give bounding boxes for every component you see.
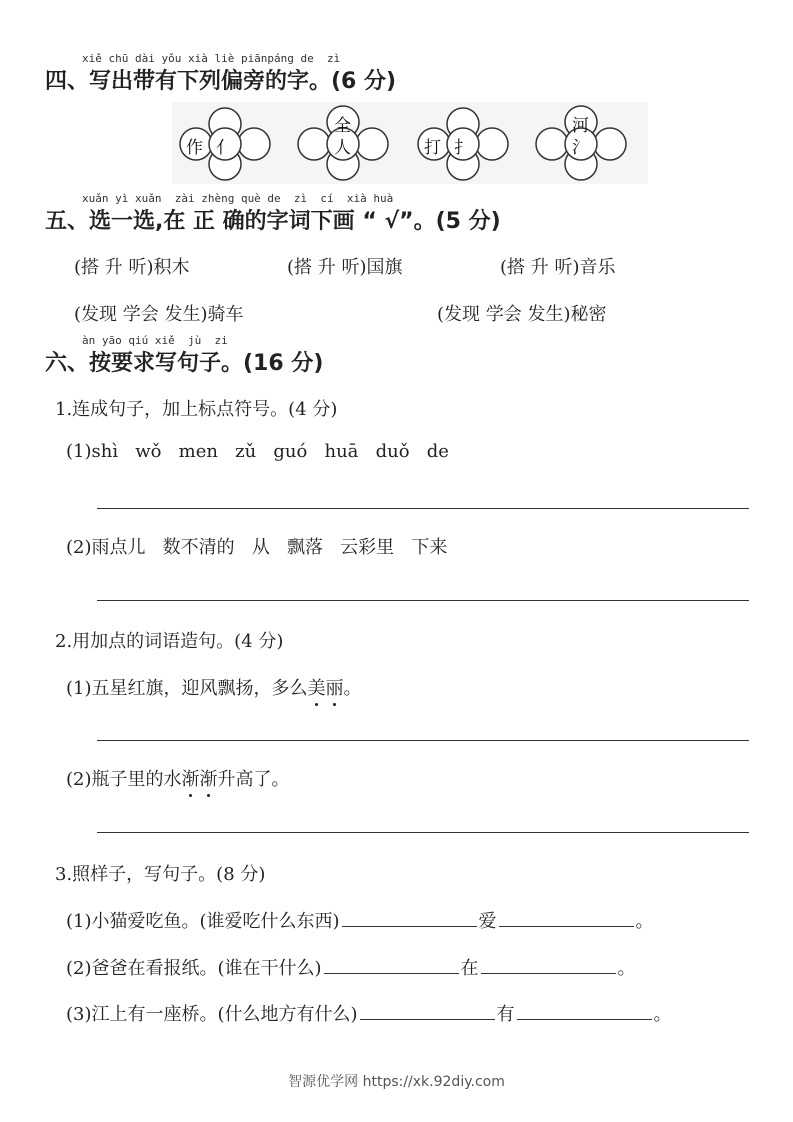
q1-title: 1.连成句子，加上标点符号。(4 分) [55,399,338,420]
section6-pinyin: àn yāo qiú xiě jù zi [82,334,228,347]
fill-blank[interactable] [481,955,616,974]
flower-4-filled: 河 [572,116,589,136]
q3-title: 3.照样子，写句子。(8 分) [55,864,266,885]
answer-line-q2-1[interactable] [97,740,749,741]
section6-title: 六、按要求写句子。(16 分) [45,351,324,376]
choice-item-1: (搭 升 听)积木 [74,257,190,278]
q3-item-2-prefix: (2)爸爸在看报纸。(谁在干什么) [66,958,322,979]
q2-item-1 [66,674,362,700]
dotted-char: 美 [308,674,326,700]
q3-item-2 [66,954,636,980]
flower-2-filled: 全 [334,116,351,136]
fill-blank[interactable] [342,908,477,927]
dotted-char: 丽 [326,674,344,700]
q1-item-1: (1)shì wǒ men zǔ guó huā duǒ de [66,441,449,462]
q2-item-2-post: 升高了。 [217,769,290,790]
flower-3 [410,102,530,184]
choice-item-3: (搭 升 听)音乐 [500,257,616,278]
flower-1-filled: 作 [186,138,203,158]
dotted-char: 渐 [200,765,218,791]
q3-item-1-middle: 爱 [478,911,497,932]
q1-item-2: (2)雨点儿 数不清的 从 飘落 云彩里 下来 [66,537,448,558]
fill-blank[interactable] [499,908,634,927]
flower-3-radical: 扌 [454,138,471,158]
flower-2 [290,102,410,184]
q3-item-1-prefix: (1)小猫爱吃鱼。(谁爱吃什么东西) [66,911,340,932]
flower-2-radical: 人 [334,138,351,158]
fill-blank[interactable] [360,1001,495,1020]
choice-item-2: (搭 升 听)国旗 [287,257,403,278]
flower-1-radical: 亻 [216,138,233,158]
q3-item-1-end: 。 [635,911,654,932]
footer-watermark: 智源优学网 https://xk.92diy.com [288,1074,505,1090]
section5-pinyin: xuǎn yì xuǎn zài zhèng què de zì cí xià huà [82,192,394,205]
q2-item-1-post: 。 [343,678,362,699]
flower-4-radical: 氵 [572,138,589,158]
q2-item-2-pre: (2)瓶子里的水 [66,769,182,790]
choice-item-5: (发现 学会 发生)秘密 [437,304,607,325]
q3-item-3-prefix: (3)江上有一座桥。(什么地方有什么) [66,1004,358,1025]
section4-title: 四、写出带有下列偏旁的字。(6 分) [45,69,397,94]
answer-line-q2-2[interactable] [97,832,749,833]
answer-line-q1-1[interactable] [97,508,749,509]
fill-blank[interactable] [324,955,459,974]
section4-pinyin: xiě chū dài yǒu xià liè piānpáng de zì [82,52,341,65]
q3-item-3-end: 。 [653,1004,672,1025]
q3-item-2-end: 。 [617,958,636,979]
q2-item-1-pre: (1)五星红旗，迎风飘扬，多么 [66,678,308,699]
q2-title: 2.用加点的词语造句。(4 分) [55,631,284,652]
q3-item-3-middle: 有 [496,1004,515,1025]
section5-title: 五、选一选,在 正 确的字词下画 “ √”。(5 分) [45,209,501,234]
flower-1 [172,102,292,184]
q3-item-3 [66,1000,672,1026]
fill-blank[interactable] [517,1001,652,1020]
q2-item-2 [66,765,290,791]
q3-item-1 [66,907,654,933]
dotted-char: 渐 [182,765,200,791]
answer-line-q1-2[interactable] [97,600,749,601]
flower-4 [528,102,648,184]
choice-item-4: (发现 学会 发生)骑车 [74,304,244,325]
flower-3-filled: 打 [424,138,441,158]
q3-item-2-middle: 在 [460,958,479,979]
